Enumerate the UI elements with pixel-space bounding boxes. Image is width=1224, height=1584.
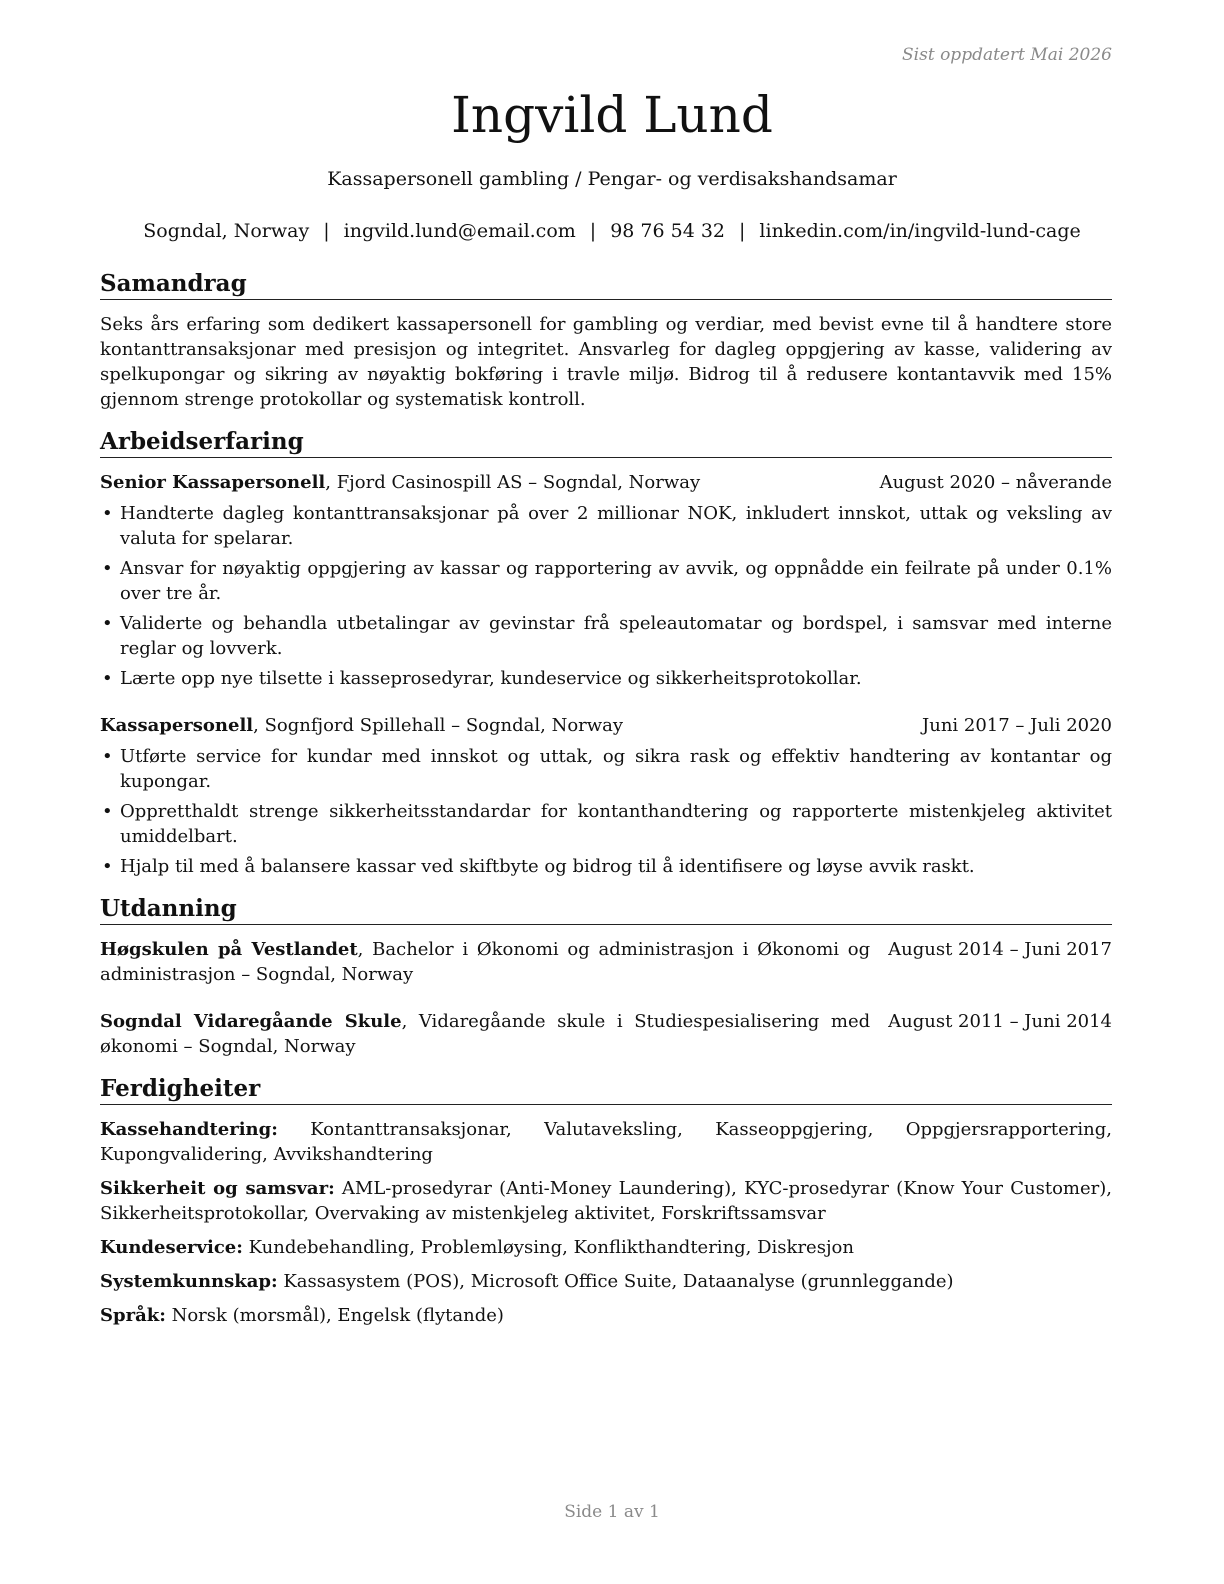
contact-linkedin[interactable]: linkedin.com/in/ingvild-lund-cage bbox=[759, 220, 1081, 242]
job-header bbox=[100, 713, 1112, 738]
resume-subtitle: Kassapersonell gambling / Pengar- og verdisakshandsamar bbox=[327, 168, 897, 190]
skill-text: Kontanttransaksjonar, Valutaveksling, Kasseoppgjering, Oppgjersrapportering, Kupongvalidering, Avvikshandtering bbox=[100, 1119, 1112, 1165]
education-school: Høgskulen på Vestlandet bbox=[100, 939, 358, 960]
skills-section bbox=[100, 1075, 1112, 1328]
resume-name: Ingvild Lund bbox=[451, 86, 773, 144]
last-updated: Sist oppdatert Mai 2026 bbox=[902, 45, 1112, 65]
contact-line bbox=[0, 220, 1224, 242]
section-title-summary: Samandrag bbox=[100, 270, 1112, 300]
page-number: Side 1 av 1 bbox=[564, 1502, 660, 1522]
skill-text: AML-prosedyrar (Anti-Money Laundering), KYC-prosedyrar (Know Your Customer), Sikkerheitsprotokollar, Overvaking av mistenkjeleg aktivitet, Forskriftssamsvar bbox=[100, 1178, 1112, 1224]
education-section bbox=[100, 895, 1112, 1059]
contact-email[interactable]: ingvild.lund@email.com bbox=[343, 220, 576, 242]
education-detail: , Bachelor i Økonomi og administrasjon i Økonomi og administrasjon – Sogndal, Norway bbox=[100, 939, 871, 985]
job-bullet: • Validerte og behandla utbetalingar av gevinstar frå speleautomatar og bordspel, i samsvar med interne reglar og lovverk. bbox=[100, 611, 1112, 661]
job-bullet: • Utførte service for kundar med innskot og uttak, og sikra rask og effektiv handtering av kontantar og kupongar. bbox=[100, 744, 1112, 794]
job-entry bbox=[100, 470, 1112, 691]
job-bullet: • Oppretthaldt strenge sikkerheitsstandardar for kontanthandtering og rapporterte mistenkjeleg aktivitet umiddelbart. bbox=[100, 799, 1112, 849]
education-header bbox=[100, 1009, 1112, 1059]
job-bullet: • Handterte dagleg kontanttransaksjonar på over 2 millionar NOK, inkludert innskot, uttak og veksling av valuta for spelarar. bbox=[100, 501, 1112, 551]
job-company: , Fjord Casinospill AS – Sogndal, Norway bbox=[325, 472, 701, 493]
contact-separator: | bbox=[323, 220, 330, 242]
summary-text: Seks års erfaring som dedikert kassapersonell for gambling og verdiar, med bevist evne til å handtere store kontanttransaksjonar med presisjon og integritet. Ansvarleg for dagleg oppgjering av kasse, validering av spelkupongar og sikring av nøyaktig bokføring i travle miljø. Bidrog til å redusere kontantavvik med 15% gjennom strenge protokollar og systematisk kontroll. bbox=[100, 314, 1112, 410]
skill-label: Kassehandtering: bbox=[100, 1119, 278, 1140]
contact-separator: | bbox=[739, 220, 746, 242]
education-entry bbox=[100, 1009, 1112, 1059]
job-entry bbox=[100, 713, 1112, 879]
skill-row bbox=[100, 1269, 1112, 1294]
skill-row bbox=[100, 1117, 1112, 1167]
skill-row bbox=[100, 1235, 1112, 1260]
education-entry bbox=[100, 937, 1112, 987]
section-title-skills: Ferdigheiter bbox=[100, 1075, 1112, 1105]
skill-text: Norsk (morsmål), Engelsk (flytande) bbox=[165, 1305, 504, 1326]
job-role: Senior Kassapersonell bbox=[100, 472, 326, 493]
job-dates: Juni 2017 – Juli 2020 bbox=[922, 715, 1112, 736]
skill-row bbox=[100, 1176, 1112, 1226]
education-school: Sogndal Vidaregåande Skule bbox=[100, 1011, 402, 1032]
skill-text: Kundebehandling, Problemløysing, Konflikthandtering, Diskresjon bbox=[242, 1237, 854, 1258]
section-title-education: Utdanning bbox=[100, 895, 1112, 925]
job-dates: August 2020 – nåverande bbox=[879, 472, 1112, 493]
job-bullet: • Hjalp til med å balansere kassar ved skiftbyte og bidrog til å identifisere og løyse avvik raskt. bbox=[100, 854, 1112, 879]
job-bullet: • Lærte opp nye tilsette i kasseprosedyrar, kundeservice og sikkerheitsprotokollar. bbox=[100, 666, 1112, 691]
contact-location: Sogndal, Norway bbox=[143, 220, 310, 242]
job-bullets bbox=[100, 744, 1112, 879]
skill-row bbox=[100, 1303, 1112, 1328]
skill-label: Systemkunnskap: bbox=[100, 1271, 278, 1292]
contact-separator: | bbox=[589, 220, 597, 242]
skill-label: Kundeservice: bbox=[100, 1237, 243, 1258]
education-dates: August 2011 – Juni 2014 bbox=[888, 1011, 1112, 1032]
resume-body bbox=[100, 270, 1112, 1328]
summary-section bbox=[100, 270, 1112, 412]
education-dates: August 2014 – Juni 2017 bbox=[888, 939, 1112, 960]
job-header bbox=[100, 470, 1112, 495]
education-detail: , Vidaregåande skule i Studiespesialisering med økonomi – Sogndal, Norway bbox=[100, 1011, 871, 1057]
skill-label: Sikkerheit og samsvar: bbox=[100, 1178, 335, 1199]
job-bullets bbox=[100, 501, 1112, 691]
job-bullet: • Ansvar for nøyaktig oppgjering av kassar og rapportering av avvik, og oppnådde ein feilrate på under 0.1% over tre år. bbox=[100, 556, 1112, 606]
job-company: , Sognfjord Spillehall – Sogndal, Norway bbox=[253, 715, 624, 736]
job-role: Kassapersonell bbox=[100, 715, 254, 736]
section-title-experience: Arbeidserfaring bbox=[100, 428, 1112, 458]
education-header bbox=[100, 937, 1112, 987]
experience-section bbox=[100, 428, 1112, 879]
skill-label: Språk: bbox=[100, 1305, 166, 1326]
skill-text: Kassasystem (POS), Microsoft Office Suite, Dataanalyse (grunnleggande) bbox=[277, 1271, 954, 1292]
contact-phone: 98 76 54 32 bbox=[610, 220, 726, 242]
